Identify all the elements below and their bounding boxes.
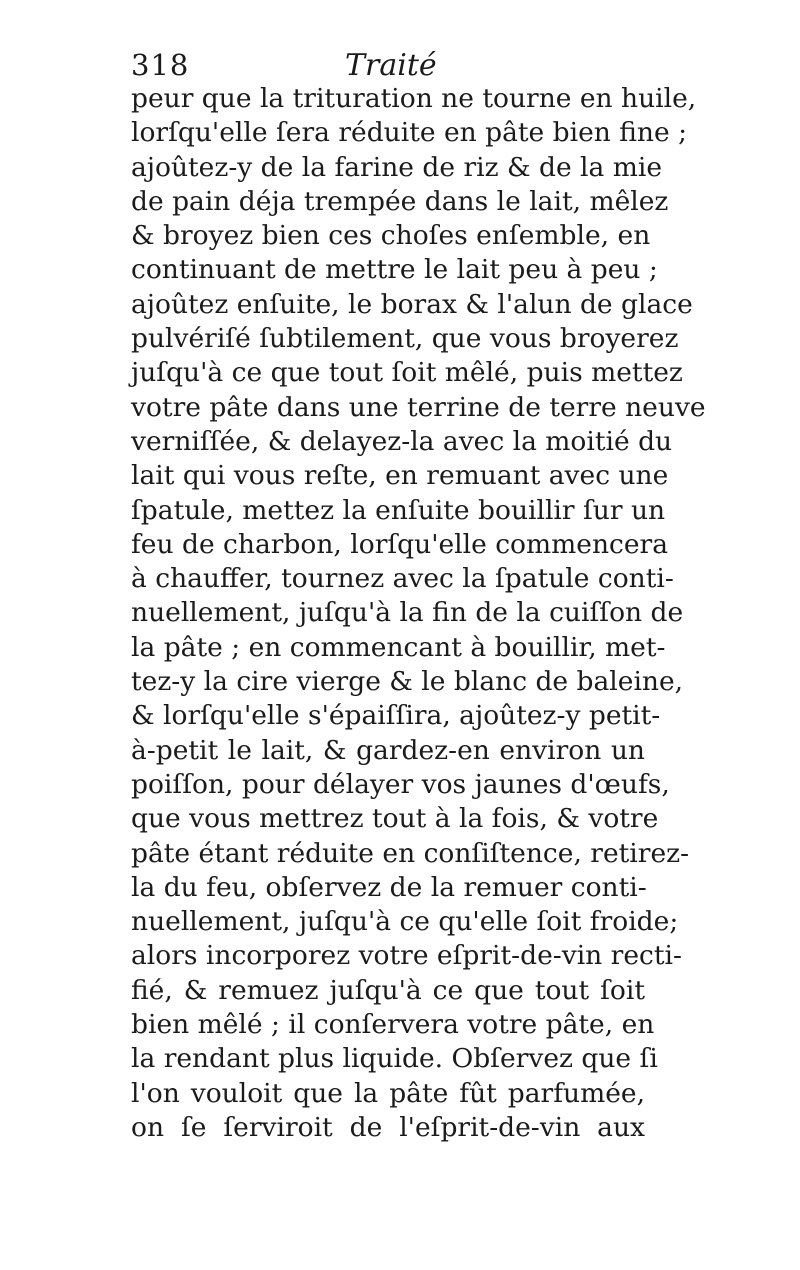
text-line: l'on vouloit que la pâte fût parfumée, [131, 1077, 645, 1109]
text-line: pulvériſé ſubtilement, que vous broyerez [131, 323, 679, 355]
text-line: nuellement, juſqu'à ce qu'elle ſoit froide; [131, 906, 679, 938]
text-line: on ſe ſerviroit de l'eſprit-de-vin aux [131, 1111, 645, 1143]
text-line: & lorſqu'elle s'épaiſſira, ajoûtez-y petit- [131, 700, 661, 732]
text-line: lorſqu'elle ſera réduite en pâte bien fine ; [131, 117, 688, 149]
text-line: bien mêlé ; il conſervera votre pâte, en [131, 1009, 655, 1041]
text-line: la du feu, obſervez de la remuer conti- [131, 871, 647, 903]
text-line: feu de charbon, lorſqu'elle commencera [131, 528, 669, 560]
text-line: pâte étant réduite en conſiſtence, retirez- [131, 837, 690, 869]
text-line: que vous mettrez tout à la fois, & votre [131, 803, 659, 835]
text-line: ſpatule, mettez la enſuite bouillir ſur un [131, 494, 666, 526]
text-line: fié, & remuez juſqu'à ce que tout ſoit [131, 974, 645, 1006]
text-line: ajoûtez enſuite, le borax & l'alun de glace [131, 288, 693, 320]
text-line: nuellement, juſqu'à la fin de la cuiſſon de [131, 597, 684, 629]
body-text [131, 82, 706, 1145]
text-line: votre pâte dans une terrine de terre neuve [131, 391, 706, 423]
text-line: tez-y la cire vierge & le blanc de baleine, [131, 666, 684, 698]
text-line: poiſſon, pour délayer vos jaunes d'œufs, [131, 768, 670, 800]
text-line: de pain déja trempée dans le lait, mêlez [131, 185, 669, 217]
text-line: lait qui vous reſte, en remuant avec une [131, 460, 669, 492]
text-line: alors incorporez votre eſprit-de-vin recti- [131, 940, 682, 972]
text-line: ajoûtez-y de la farine de riz & de la mie [131, 151, 663, 183]
text-line: continuant de mettre le lait peu à peu ; [131, 254, 658, 286]
text-line: peur que la trituration ne tourne en huile, [131, 83, 697, 114]
page-number: 318 [131, 48, 190, 82]
text-line: la pâte ; en commencant à bouillir, met- [131, 631, 666, 663]
text-line: à chauffer, tournez avec la ſpatule conti- [131, 563, 674, 595]
text-line: verniſſée, & delayez-la avec la moitié du [131, 425, 673, 457]
text-line: juſqu'à ce que tout ſoit mêlé, puis mettez [131, 357, 683, 389]
running-title: Traité [345, 48, 437, 83]
text-line: à-petit le lait, & gardez-en environ un [131, 734, 645, 766]
text-line: & broyez bien ces choſes enſemble, en [131, 220, 651, 252]
text-line: la rendant plus liquide. Obſervez que ſi [131, 1043, 658, 1075]
